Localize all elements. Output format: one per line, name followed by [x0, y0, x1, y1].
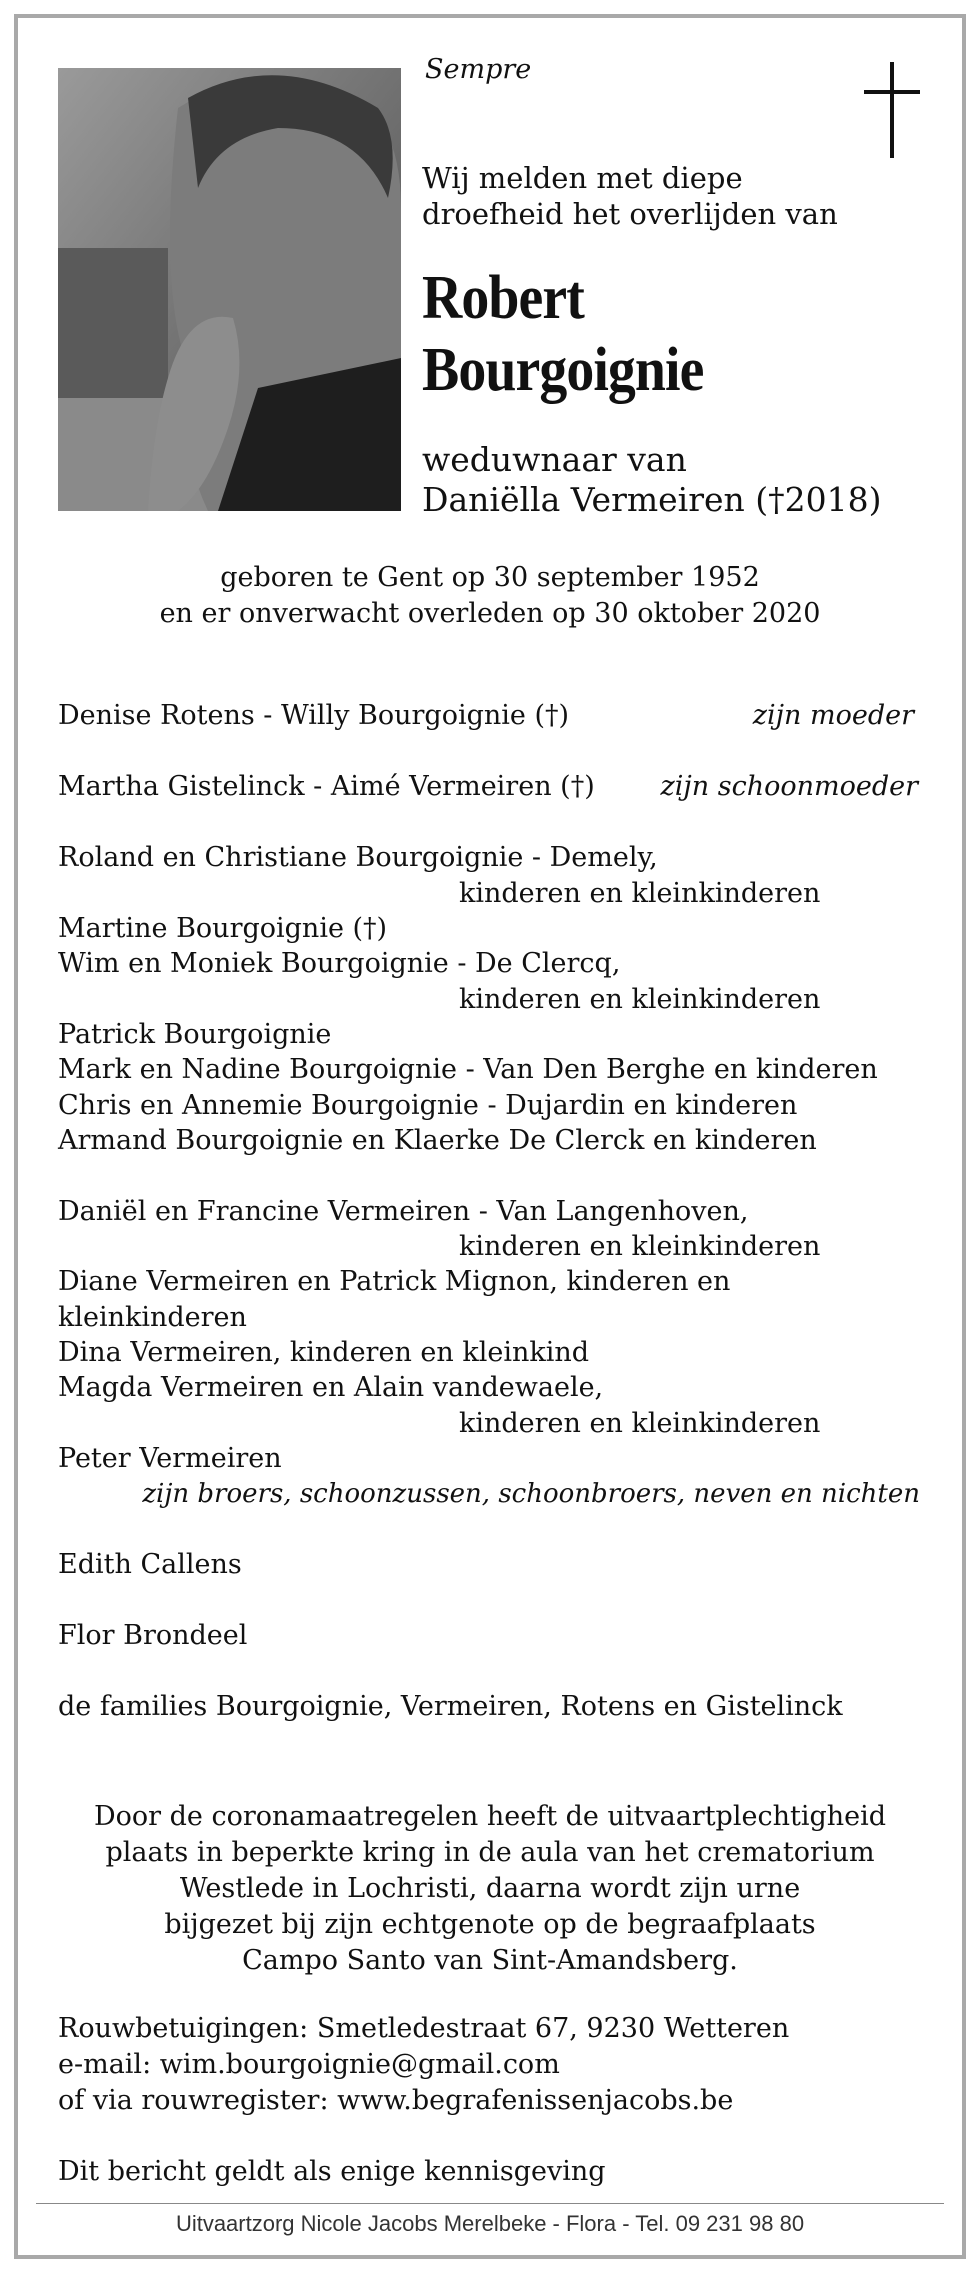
notice-line: Door de coronamaatregelen heeft de uitvaartplechtigheid [93, 1801, 887, 1832]
siblings-role: zijn broers, schoonzussen, schoonbroers, neven en nichten [142, 1479, 920, 1509]
condolence-register[interactable]: of via rouwregister: www.begrafenissenjacobs.be [58, 2085, 734, 2116]
sibling-line: kinderen en kleinkinderen [459, 984, 821, 1015]
funeral-notice [58, 1799, 922, 1979]
sibling-line: Wim en Moniek Bourgoignie - De Clercq, [58, 948, 621, 979]
footer-divider [36, 2203, 944, 2204]
announcement-intro [422, 160, 838, 232]
intro-line-1: Wij melden met diepe [422, 161, 743, 195]
other-relative: Edith Callens [58, 1549, 242, 1580]
mother-in-law-role: zijn schoonmoeder [660, 771, 918, 802]
funeral-home-footer: Uitvaartzorg Nicole Jacobs Merelbeke - Flora - Tel. 09 231 98 80 [175, 2211, 805, 2236]
single-notice-text: Dit bericht geldt als enige kennisgeving [58, 2156, 606, 2187]
notice-line: plaats in beperkte kring in de aula van het crematorium [105, 1837, 875, 1868]
sibling-line: kinderen en kleinkinderen [459, 878, 821, 909]
portrait-photo [58, 68, 401, 511]
sibling-line: Chris en Annemie Bourgoignie - Dujardin en kinderen [58, 1090, 798, 1121]
deceased-name [422, 262, 704, 406]
notice-line: Campo Santo van Sint-Amandsberg. [242, 1945, 738, 1976]
sibling-line: Roland en Christiane Bourgoignie - Demely, [58, 842, 658, 873]
death-line: en er onverwacht overleden op 30 oktober 2020 [159, 598, 821, 629]
last-name: Bourgoignie [422, 336, 704, 404]
inlaw-line: Dina Vermeiren, kinderen en kleinkind [58, 1337, 590, 1368]
inlaw-line: Diane Vermeiren en Patrick Mignon, kinderen en [58, 1266, 731, 1297]
inlaw-line: kinderen en kleinkinderen [459, 1231, 821, 1262]
sibling-line: Patrick Bourgoignie [58, 1019, 332, 1050]
birth-line: geboren te Gent op 30 september 1952 [220, 562, 760, 593]
inlaw-line: Daniël en Francine Vermeiren - Van Langenhoven, [58, 1196, 749, 1227]
mother-in-law-names: Martha Gistelinck - Aimé Vermeiren (†) [58, 771, 595, 802]
widower-of [422, 440, 882, 520]
inlaw-line: Magda Vermeiren en Alain vandewaele, [58, 1372, 604, 1403]
mother-names: Denise Rotens - Willy Bourgoignie (†) [58, 700, 570, 731]
condolence-contact [58, 2011, 789, 2119]
widower-line-1: weduwnaar van [422, 440, 687, 479]
condolence-address: Rouwbetuigingen: Smetledestraat 67, 9230 Wetteren [58, 2013, 790, 2044]
intro-line-2: droefheid het overlijden van [422, 197, 838, 231]
cross-icon [864, 62, 920, 158]
other-relative: Flor Brondeel [58, 1620, 248, 1651]
families-line: de families Bourgoignie, Vermeiren, Rotens en Gistelinck [58, 1691, 843, 1722]
notice-line: Westlede in Lochristi, daarna wordt zijn urne [179, 1873, 801, 1904]
widower-line-2: Daniëlla Vermeiren (†2018) [422, 480, 882, 519]
sibling-line: Mark en Nadine Bourgoignie - Van Den Berghe en kinderen [58, 1054, 878, 1085]
inlaw-line: kleinkinderen [58, 1302, 247, 1333]
sempre-text: Sempre [425, 54, 532, 85]
inlaw-line: Peter Vermeiren [58, 1443, 282, 1474]
inlaw-line: kinderen en kleinkinderen [459, 1408, 821, 1439]
first-name: Robert [422, 264, 584, 332]
mother-role: zijn moeder [752, 700, 914, 731]
birth-death-info [58, 560, 922, 632]
notice-line: bijgezet bij zijn echtgenote op de begraafplaats [164, 1909, 816, 1940]
sibling-line: Martine Bourgoignie (†) [58, 913, 388, 944]
condolence-email[interactable]: e-mail: wim.bourgoignie@gmail.com [58, 2049, 560, 2080]
sibling-line: Armand Bourgoignie en Klaerke De Clerck en kinderen [58, 1125, 817, 1156]
